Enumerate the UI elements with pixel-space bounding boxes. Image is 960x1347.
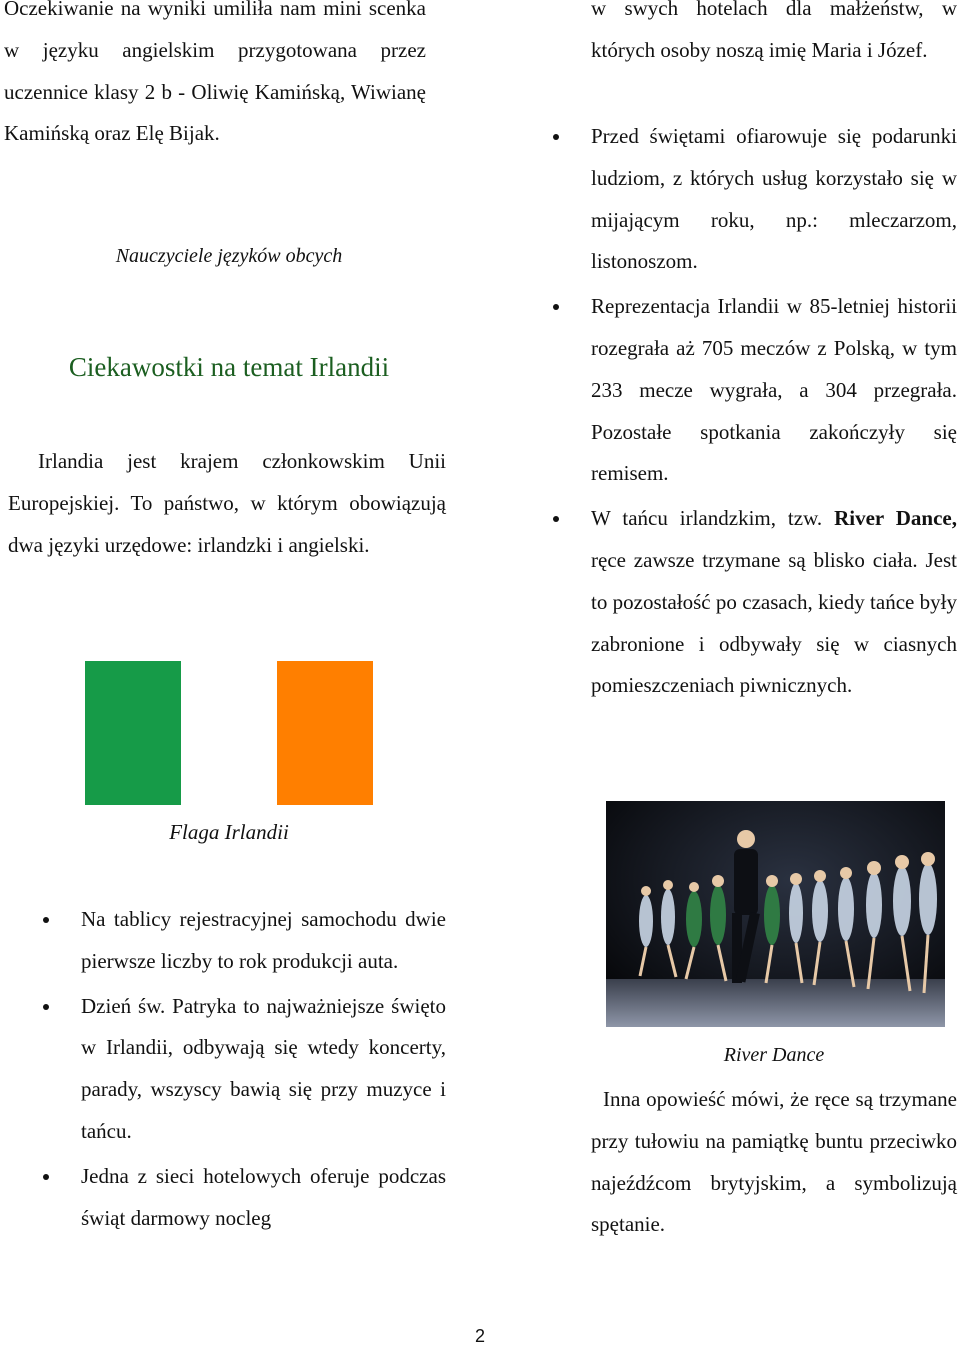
closing-paragraph: Inna opowieść mówi, że ręce są trzymane przy tułowiu na pamiątkę buntu przeciwko najeźdźcom brytyjskim, a symbolizują spętanie. — [591, 1087, 957, 1237]
ireland-flag — [85, 661, 373, 805]
list-item: Na tablicy rejestracyjnej samochodu dwie pierwsze liczby to rok produkcji auta. — [81, 899, 446, 983]
bullet-icon — [553, 516, 559, 522]
photo-caption: River Dance — [723, 1044, 825, 1066]
list-item: Reprezentacja Irlandii w 85-letniej historii rozegrała aż 705 meczów z Polską, w tym 233 mecze wygrała, a 304 przegrała. Pozostałe spotkania zakończyły się remisem. — [591, 286, 957, 495]
bullet-icon — [43, 917, 49, 923]
signature: Nauczyciele języków obcych — [115, 245, 343, 267]
right-bullet-list — [591, 116, 957, 710]
flag-green-stripe — [85, 661, 181, 805]
list-item: Jedna z sieci hotelowych oferuje podczas świąt darmowy nocleg — [81, 1156, 446, 1240]
bullet-icon — [553, 304, 559, 310]
flag-caption: Flaga Irlandii — [169, 820, 289, 844]
continuation-paragraph: w swych hotelach dla małżeństw, w których osoby noszą imię Maria i Józef. — [591, 0, 957, 62]
section-heading: Ciekawostki na temat Irlandii — [68, 352, 390, 382]
dancers-illustration — [606, 801, 945, 1027]
intro-paragraph: Oczekiwanie na wyniki umiliła nam mini scenka w języku angielskim przygotowana przez uczennice klasy 2 b - Oliwię Kamińską, Wiwianę Kamińską oraz Elę Bijak. — [4, 0, 426, 146]
list-item: Przed świętami ofiarowuje się podarunki ludziom, z których usług korzystało się w mijającym roku, np.: mleczarzom, listonoszom. — [591, 116, 957, 283]
bullet-icon — [553, 134, 559, 140]
list-item: W tańcu irlandzkim, tzw. River Dance, ręce zawsze trzymane są blisko ciała. Jest to pozostałość po czasach, kiedy tańce były zabronione i odbywały się w ciasnych pomieszczeniach piwnicznych. — [591, 498, 957, 707]
page-number: 2 — [474, 1326, 485, 1346]
flag-orange-stripe — [277, 661, 373, 805]
river-dance-photo — [606, 801, 945, 1027]
list-item: Dzień św. Patryka to najważniejsze święto w Irlandii, odbywają się wtedy koncerty, parady, wszyscy bawią się przy muzyce i tańcu. — [81, 986, 446, 1153]
bullet-icon — [43, 1004, 49, 1010]
ireland-paragraph: Irlandia jest krajem członkowskim Unii Europejskiej. To państwo, w którym obowiązują dwa języki urzędowe: irlandzki i angielski. — [8, 449, 446, 557]
flag-white-stripe — [181, 661, 277, 805]
bullet-icon — [43, 1174, 49, 1180]
left-bullet-list — [81, 899, 446, 1242]
